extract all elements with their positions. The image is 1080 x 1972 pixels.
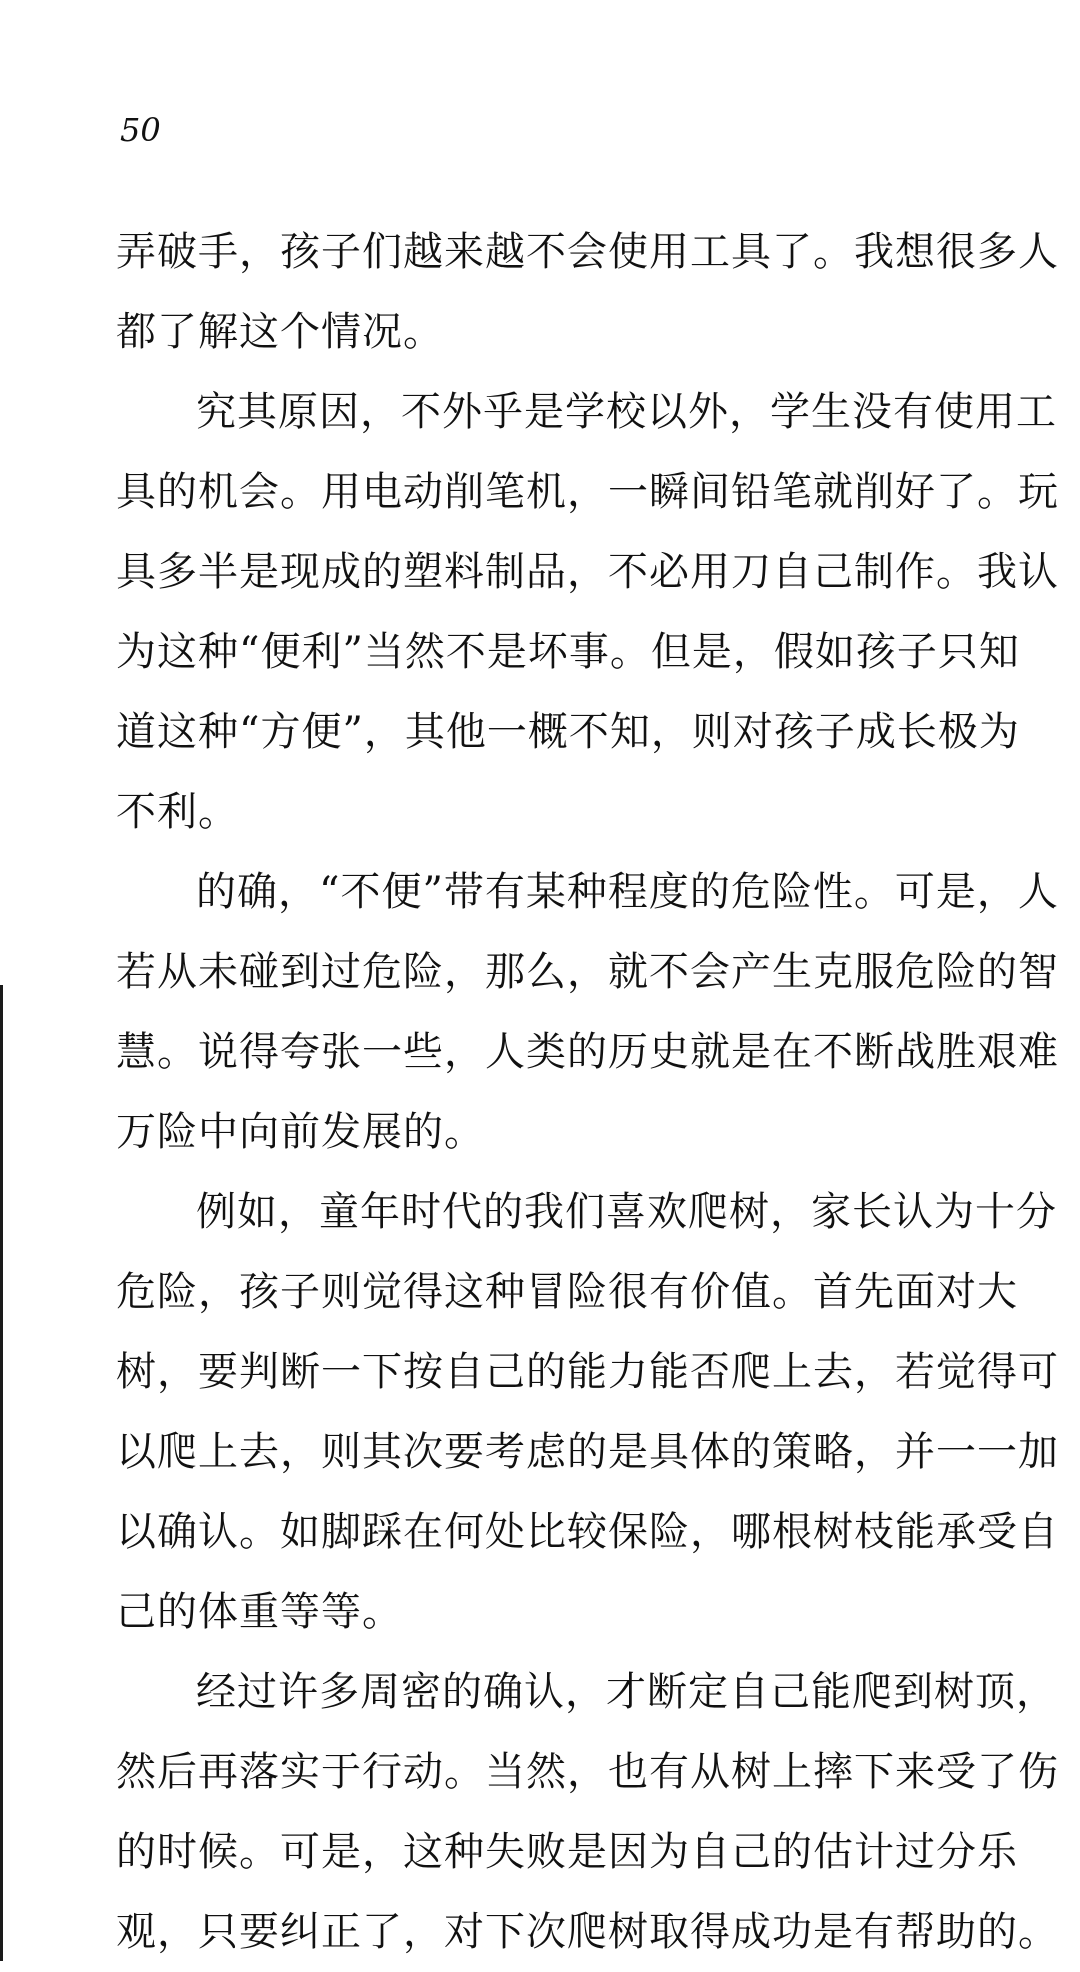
text-line: 例如，童年时代的我们喜欢爬树，家长认为十分 <box>196 1189 1057 1235</box>
text-line: 弄破手，孩子们越来越不会使用工具了。我想很多人 <box>116 229 1059 275</box>
text-line: 然后再落实于行动。当然，也有从树上摔下来受了伤 <box>116 1749 1059 1795</box>
body-text <box>116 212 1059 1972</box>
text-line: 都了解这个情况。 <box>116 309 444 355</box>
text-line: 危险，孩子则觉得这种冒险很有价值。首先面对大 <box>116 1269 1018 1315</box>
text-line: 以确认。如脚踩在何处比较保险，哪根树枝能承受自 <box>116 1509 1059 1555</box>
text-line: 为这种“便利”当然不是坏事。但是，假如孩子只知 <box>116 629 1020 675</box>
text-line: 具多半是现成的塑料制品，不必用刀自己制作。我认 <box>116 549 1059 595</box>
text-line: 万险中向前发展的。 <box>116 1109 485 1155</box>
text-line: 究其原因，不外乎是学校以外，学生没有使用工 <box>196 389 1057 435</box>
text-line: 观，只要纠正了，对下次爬树取得成功是有帮助的。 <box>116 1909 1059 1955</box>
text-line: 道这种“方便”，其他一概不知，则对孩子成长极为 <box>116 709 1020 755</box>
text-line: 的时候。可是，这种失败是因为自己的估计过分乐 <box>116 1829 1018 1875</box>
text-line: 的确，“不便”带有某种程度的危险性。可是，人 <box>196 869 1059 915</box>
page-number: 50 <box>120 111 161 149</box>
text-line: 不利。 <box>116 789 239 835</box>
text-line: 慧。说得夸张一些，人类的历史就是在不断战胜艰难 <box>116 1029 1059 1075</box>
text-line: 以爬上去，则其次要考虑的是具体的策略，并一一加 <box>116 1429 1059 1475</box>
text-line: 若从未碰到过危险，那么，就不会产生克服危险的智 <box>116 949 1059 995</box>
text-line: 经过许多周密的确认，才断定自己能爬到树顶， <box>196 1669 1057 1715</box>
page-edge-rule <box>0 985 3 1961</box>
text-line: 树，要判断一下按自己的能力能否爬上去，若觉得可 <box>116 1349 1059 1395</box>
text-line: 具的机会。用电动削笔机，一瞬间铅笔就削好了。玩 <box>116 469 1059 515</box>
text-line: 己的体重等等。 <box>116 1589 403 1635</box>
